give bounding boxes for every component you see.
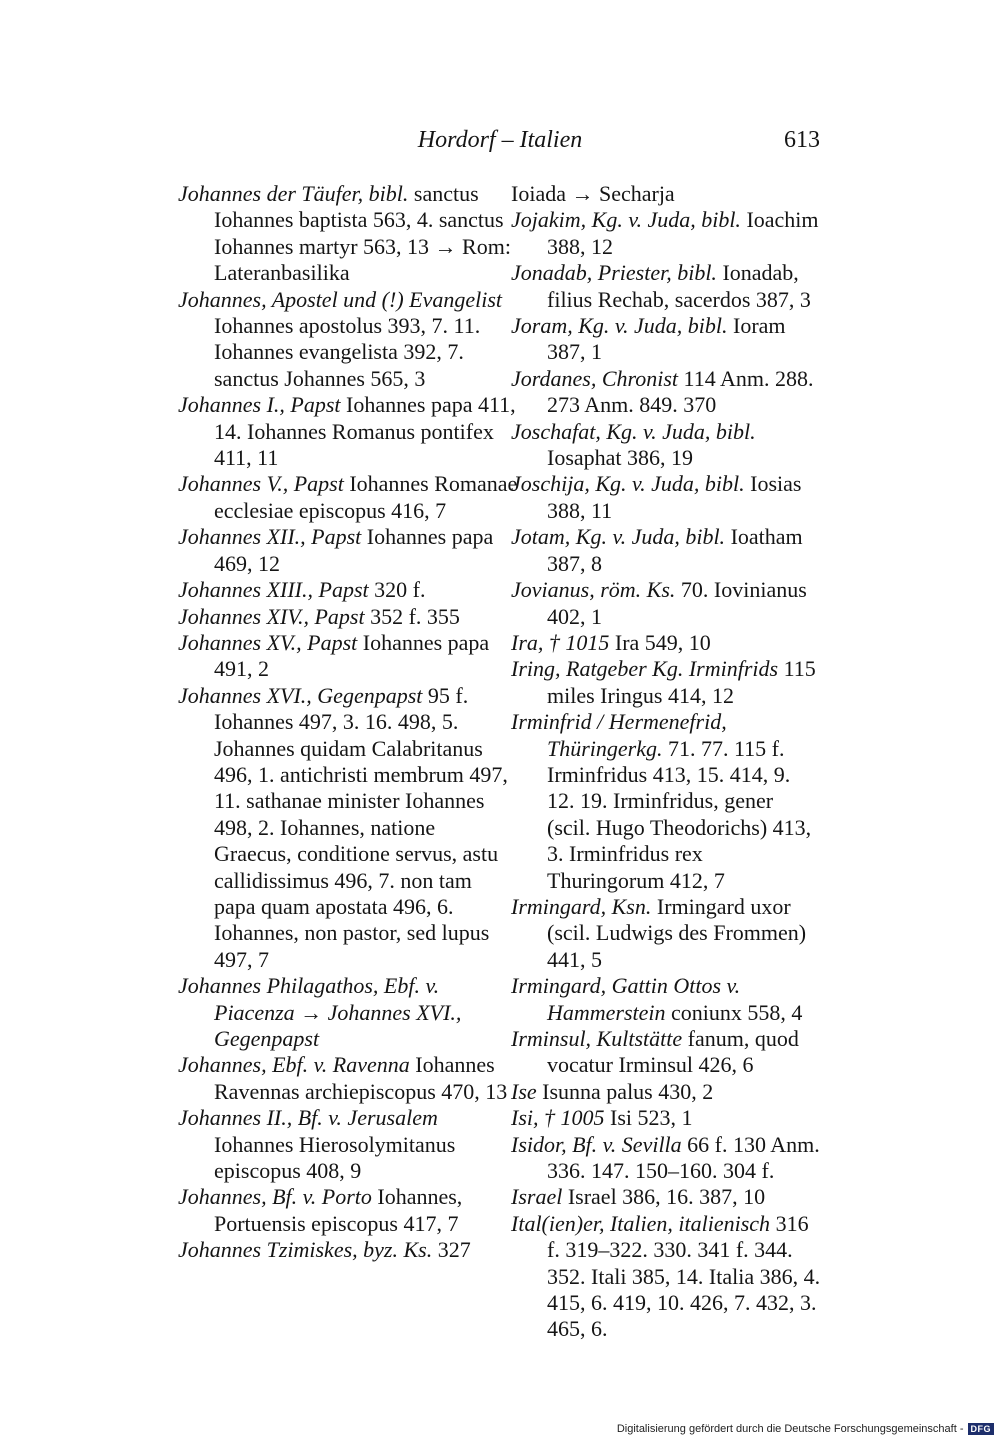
index-entry: [178, 392, 518, 471]
entry-headword: Joschafat, Kg. v. Juda, bibl.: [511, 418, 756, 444]
index-entry: [511, 207, 821, 260]
entry-references: Iohannes Hierosolymitanus episcopus 408, 9: [214, 1131, 456, 1184]
index-entry: [178, 973, 518, 1052]
index-entry: [178, 1184, 518, 1237]
entry-references: Iohannes papa 491, 2: [214, 629, 490, 682]
entry-headword: Ise: [511, 1078, 537, 1104]
entry-headword: Jovianus, röm. Ks.: [511, 577, 676, 603]
index-entry: [511, 1132, 821, 1185]
index-entry: [511, 524, 821, 577]
entry-headword: Johannes, Bf. v. Porto: [178, 1184, 372, 1210]
right-index-column: [511, 181, 821, 1343]
index-entry: [178, 1237, 518, 1263]
index-entry: [511, 577, 821, 630]
index-entry: [511, 894, 821, 973]
entry-headword: Jordanes, Chronist: [511, 365, 679, 391]
footer-text: Digitalisierung gefördert durch die Deutsche Forschungsgemeinschaft -: [616, 1423, 964, 1435]
entry-references: 352 f. 355: [364, 603, 460, 629]
entry-headword: Israel: [511, 1184, 563, 1210]
entry-references: Ioiada → Secharja: [511, 181, 675, 206]
entry-headword: Isi, † 1005: [511, 1105, 605, 1131]
index-entry: [178, 683, 518, 973]
entry-headword: Johannes XII., Papst: [178, 524, 362, 550]
index-entry: [511, 1184, 821, 1210]
funding-footer: [617, 1423, 994, 1435]
index-entry: [178, 1105, 518, 1184]
entry-references: Iosaphat 386, 19: [547, 445, 694, 471]
index-entry: [511, 1211, 821, 1343]
entry-headword: Irminsul, Kultstätte: [511, 1026, 683, 1051]
running-title: Hordorf – Italien: [417, 127, 583, 153]
entry-headword: Johannes XIII., Papst: [178, 577, 369, 603]
index-entry: [511, 260, 821, 313]
index-entry: [511, 656, 821, 709]
entry-headword: Johannes der Täufer, bibl.: [178, 181, 409, 206]
entry-references: fanum, quod vocatur Irminsul 426, 6: [547, 1026, 799, 1078]
entry-references: Iohannes Ravennas archiepiscopus 470, 13: [214, 1052, 508, 1104]
entry-references: Ira 549, 10: [609, 629, 711, 655]
entry-references: 115 miles Iringus 414, 12: [547, 656, 816, 708]
entry-headword: Irmingard, Ksn.: [511, 893, 652, 919]
index-entry: [178, 524, 518, 577]
index-entry: [511, 419, 821, 472]
entry-headword: Johannes XVI., Gegenpapst: [178, 682, 423, 708]
entry-headword: Johannes Philagathos, Ebf. v. Piacenza → Johannes XVI., Gegenpapst: [178, 973, 462, 1051]
entry-references: Iohannes papa 411, 14. Iohannes Romanus pontifex 411, 11: [214, 392, 516, 471]
index-entry: [178, 471, 518, 524]
entry-headword: Johannes V., Papst: [178, 471, 344, 497]
entry-references: 95 f. Iohannes 497, 3. 16. 498, 5. Johannes quidam Calabritanus 496, 1. antichristi membrum 497, 11. sathanae minister Iohannes 498, 2. Iohannes, natione Graecus, conditione servus, astu callidissimus 496, 7. non tam papa quam apostata 496, 6. Iohannes, non pastor, sed lupus 497, 7: [214, 682, 508, 972]
entry-references: coniunx 558, 4: [665, 999, 803, 1025]
index-entry: [511, 181, 821, 207]
entry-headword: Johannes Tzimiskes, byz. Ks.: [178, 1237, 433, 1263]
entry-references: 70. Iovinianus 402, 1: [547, 577, 807, 629]
entry-references: Isunna palus 430, 2: [536, 1078, 714, 1104]
index-entry: [178, 1052, 518, 1105]
entry-references: 114 Anm. 288. 273 Anm. 849. 370: [547, 365, 814, 418]
entry-references: Iohannes, Portuensis episcopus 417, 7: [214, 1184, 463, 1236]
entry-references: Ioachim 388, 12: [547, 207, 819, 259]
entry-references: sanctus Iohannes baptista 563, 4. sanctus Iohannes martyr 563, 13 → Rom: Lateranbasilika: [214, 181, 511, 286]
entry-references: Ioatham 387, 8: [547, 524, 803, 576]
entry-headword: Johannes I., Papst: [178, 392, 341, 418]
entry-references: Iohannes apostolus 393, 7. 11. Iohannes evangelista 392, 7. sanctus Johannes 565, 3: [214, 313, 481, 391]
dfg-logo: DFG: [968, 1423, 995, 1435]
entry-headword: Joschija, Kg. v. Juda, bibl.: [511, 471, 745, 497]
entry-references: Ionadab, filius Rechab, sacerdos 387, 3: [547, 260, 811, 312]
entry-references: Iohannes papa 469, 12: [214, 524, 494, 576]
index-entry: [178, 604, 518, 630]
entry-headword: Jonadab, Priester, bibl.: [511, 260, 717, 286]
index-entry: [511, 1026, 821, 1079]
index-entry: [511, 313, 821, 366]
entry-headword: Ital(ien)er, Italien, italienisch: [511, 1210, 771, 1236]
entry-headword: Jotam, Kg. v. Juda, bibl.: [511, 524, 726, 550]
index-entry: [511, 1079, 821, 1105]
entry-headword: Iring, Ratgeber Kg. Irminfrids: [511, 656, 779, 682]
index-entry: [178, 181, 518, 287]
entry-references: 320 f.: [368, 577, 426, 603]
index-entry: [511, 366, 821, 419]
entry-references: Israel 386, 16. 387, 10: [562, 1184, 766, 1210]
entry-references: 327: [432, 1237, 471, 1263]
entry-headword: Ira, † 1015: [511, 629, 610, 655]
entry-headword: Joram, Kg. v. Juda, bibl.: [511, 313, 728, 339]
entry-references: Iohannes Romanae ecclesiae episcopus 416, 7: [214, 471, 518, 523]
index-entry: [178, 630, 518, 683]
page-number: 613: [784, 127, 820, 153]
entry-headword: Irminfrid / Hermenefrid, Thüringerkg.: [511, 709, 727, 761]
entry-references: 71. 77. 115 f. Irminfridus 413, 15. 414, 9. 12. 19. Irminfridus, gener (scil. Hugo Theodorichs) 413, 3. Irminfridus rex Thuringorum 412, 7: [547, 735, 812, 893]
index-entry: [178, 577, 518, 603]
entry-references: Ioram 387, 1: [547, 313, 786, 365]
left-index-column: [178, 181, 518, 1264]
index-entry: [511, 630, 821, 656]
index-entry: [511, 471, 821, 524]
entry-references: Irmingard uxor (scil. Ludwigs des Frommen) 441, 5: [547, 893, 807, 972]
entry-headword: Isidor, Bf. v. Sevilla: [511, 1131, 682, 1157]
entry-references: 316 f. 319–322. 330. 341 f. 344. 352. Itali 385, 14. Italia 386, 4. 415, 6. 419, 10. 426, 7. 432, 3. 465, 6.: [547, 1210, 821, 1342]
index-entry: [511, 1105, 821, 1131]
entry-headword: Jojakim, Kg. v. Juda, bibl.: [511, 207, 741, 233]
index-entry: [178, 287, 518, 393]
entry-headword: Johannes, Ebf. v. Ravenna: [178, 1052, 410, 1078]
entry-references: Isi 523, 1: [604, 1105, 693, 1131]
entry-references: 66 f. 130 Anm. 336. 147. 150–160. 304 f.: [547, 1131, 820, 1184]
entry-headword: Johannes XIV., Papst: [178, 603, 365, 629]
entry-headword: Johannes, Apostel und (!) Evangelist: [178, 286, 503, 312]
index-entry: [511, 709, 821, 894]
entry-headword: Irmingard, Gattin Ottos v. Hammerstein: [511, 973, 741, 1025]
entry-references: Iosias 388, 11: [547, 471, 802, 523]
entry-headword: Johannes II., Bf. v. Jerusalem: [178, 1105, 438, 1131]
index-entry: [511, 973, 821, 1026]
entry-headword: Johannes XV., Papst: [178, 629, 358, 655]
